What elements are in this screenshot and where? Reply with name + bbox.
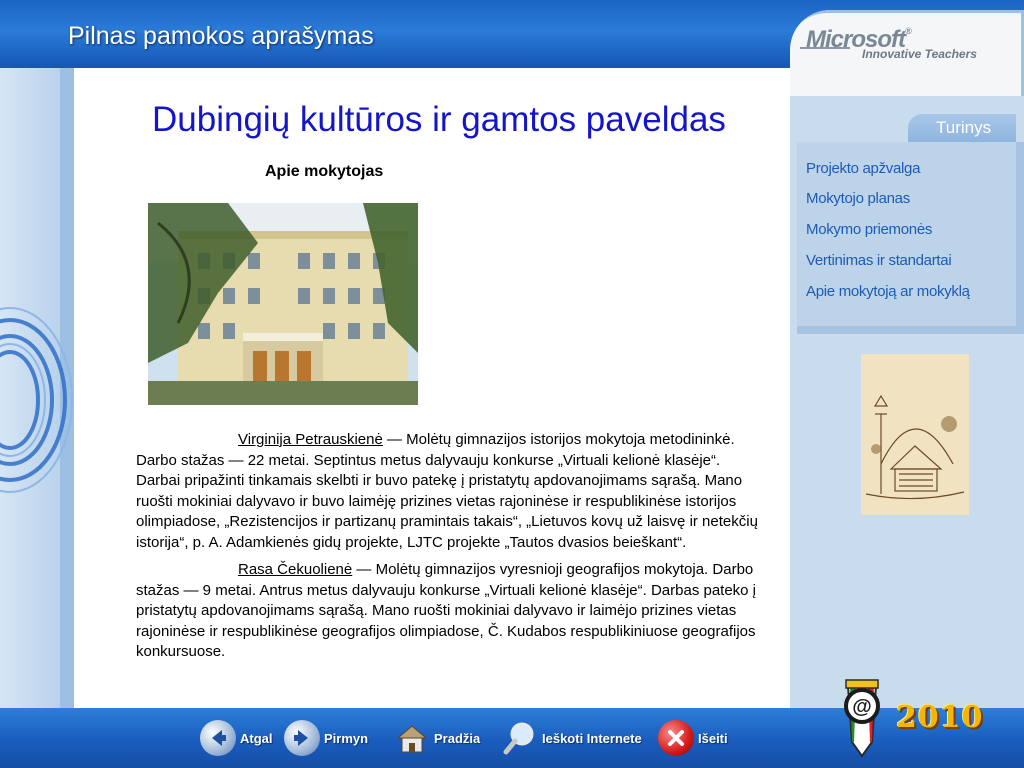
section-subtitle: Apie mokytojas bbox=[265, 163, 384, 180]
brand-main: Microsoft bbox=[806, 26, 905, 53]
arrow-right-icon bbox=[284, 720, 320, 756]
forward-button[interactable] bbox=[284, 718, 368, 758]
back-button[interactable] bbox=[200, 718, 273, 758]
arrow-left-icon bbox=[200, 720, 236, 756]
teacher-link-cekuoliene[interactable]: Rasa Čekuolienė bbox=[238, 561, 353, 578]
header-title: Pilnas pamokos aprašymas bbox=[68, 22, 374, 50]
toc-item-assessment[interactable]: Vertinimas ir standartai bbox=[806, 252, 952, 269]
exit-label: Išeiti bbox=[698, 730, 728, 746]
home-icon bbox=[394, 720, 430, 756]
svg-text:@: @ bbox=[852, 696, 872, 718]
search-internet-label: Ieškoti Internete bbox=[542, 730, 642, 746]
school-photo bbox=[148, 203, 418, 405]
teacher-paragraph bbox=[136, 560, 766, 663]
toc-tab-label: Turinys bbox=[936, 118, 992, 137]
decorative-rings bbox=[0, 290, 74, 510]
teacher-description: — Molėtų gimnazijos istorijos mokytoja metodininkė. Darbo stažas — 22 metai. Septintus metus dalyvauju konkurse „Virtuali kelionė klasėje“. Darbai pripažinti tinkamais skelbti ir buvo patekę į pristatytų apdovanojimams sąrašą. Mano ruošti mokiniai dalyvavo ir buvo laimėję prizines vietas rajoninėse ir respublikinėse istorijos olimpiadose, „Rezistencijos ir partizanų pramintais takais“, „Lietuvos kovų už laisvę ir netekčių istorija“, p. A. Adamkienės gidų projekte, LJTC projekte „Tautos dvasios beieškant“. bbox=[136, 431, 758, 551]
teacher-description: — Molėtų gimnazijos vyresnioji geografijos mokytoja. Darbo stažas — 9 metai. Antrus metus dalyvauju konkurse „Virtuali kelionė klasėje“. Darbas pateko į pristatytų apdovanojimams sąrašą. Mano ruošti mokiniai dalyvavo ir laimėjo prizines vietas rajoninėse ir respublikinėse geografijos olimpiadose, Č. Kudabos respublikiniuose geografijos konkursuose. bbox=[136, 561, 757, 660]
brand-subtitle: Innovative Teachers bbox=[862, 47, 977, 61]
brand-reg: ® bbox=[905, 26, 911, 36]
year-logo-text: 2010 bbox=[896, 700, 984, 735]
back-label: Atgal bbox=[240, 730, 273, 746]
exit-button[interactable] bbox=[658, 718, 728, 758]
toc-item-teaching-materials[interactable]: Mokymo priemonės bbox=[806, 221, 933, 238]
search-internet-button[interactable] bbox=[502, 718, 642, 758]
home-label: Pradžia bbox=[434, 730, 481, 746]
magnifier-icon bbox=[502, 720, 538, 756]
page-title: Dubingių kultūros ir gamtos paveldas bbox=[152, 100, 726, 139]
sketch-image bbox=[861, 354, 969, 515]
toc-item-about-teacher[interactable]: Apie mokytoją ar mokyklą bbox=[806, 283, 970, 300]
teacher-link-petrauskiene[interactable]: Virginija Petrauskienė bbox=[238, 431, 383, 448]
teachers-text bbox=[136, 430, 766, 670]
close-icon bbox=[658, 720, 694, 756]
home-button[interactable] bbox=[394, 718, 480, 758]
toc-item-project-overview[interactable]: Projekto apžvalga bbox=[806, 160, 921, 177]
forward-label: Pirmyn bbox=[324, 730, 369, 746]
teacher-paragraph bbox=[136, 430, 766, 553]
toc-item-teacher-plan[interactable]: Mokytojo planas bbox=[806, 190, 910, 207]
